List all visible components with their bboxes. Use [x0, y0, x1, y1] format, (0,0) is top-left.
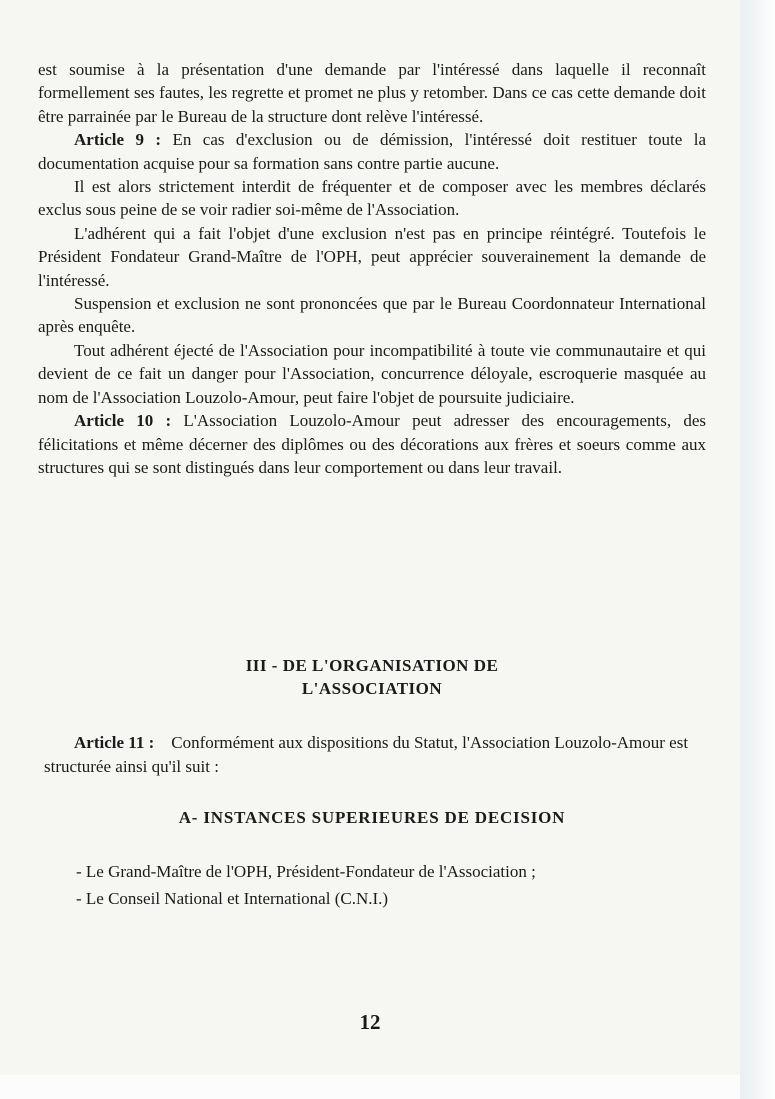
section-heading-line-2: L'ASSOCIATION	[301, 679, 443, 698]
subsection-heading: A- INSTANCES SUPERIEURES DE DECISION	[178, 808, 566, 827]
article-9	[38, 128, 706, 175]
section-heading-line-1: III - DE L'ORGANISATION DE	[245, 656, 499, 675]
article-11-text: Conformément aux dispositions du Statut, l'Association Louzolo-Amour est structurée ainsi qu'il suit :	[44, 733, 689, 776]
paragraph-continuation: est soumise à la présentation d'une demande par l'intéressé dans laquelle il reconnaît formellement ses fautes, les regrette et promet ne plus y retomber. Dans ce cas cette demande doit être parrainée par le Bureau de la structure dont relève l'intéressé.	[38, 60, 706, 126]
article-9-text: En cas d'exclusion ou de démission, l'intéressé doit restituer toute la documentation acquise pour sa formation sans contre partie aucune.	[38, 130, 706, 173]
paragraph-suspension: Suspension et exclusion ne sont prononcées que par le Bureau Coordonnateur International après enquête.	[38, 294, 706, 337]
body-text	[38, 58, 706, 479]
list-item: - Le Grand-Maître de l'OPH, Président-Fondateur de l'Association ;	[76, 862, 536, 881]
article-10-text: L'Association Louzolo-Amour peut adresser des encouragements, des félicitations et même décerner des diplômes ou des décorations aux frères et soeurs comme aux structures qui se sont distingués dans leur comportement ou dans leur travail.	[38, 411, 707, 477]
page-edge	[740, 0, 775, 1099]
paragraph-reintegration: L'adhérent qui a fait l'objet d'une exclusion n'est pas en principe réintégré. Toutefois le Président Fondateur Grand-Maître de l'OPH, peut apprécier souverainement la demande de l'intéressé.	[38, 223, 706, 290]
article-11-label: Article 11 :	[74, 733, 155, 752]
paragraph-ejection: Tout adhérent éjecté de l'Association pour incompatibilité à toute vie communautaire et qui devient de ce fait un danger pour l'Association, concurrence déloyale, escroquerie masquée au nom de l'Association Louzolo-Amour, peut faire l'objet de poursuite judiciaire.	[38, 340, 706, 407]
paragraph-interdiction: Il est alors strictement interdit de fréquenter et de composer avec les membres déclarés exclus sous peine de se voir radier soi-même de l'Association.	[38, 177, 706, 220]
page-number: 12	[359, 1010, 381, 1034]
article-10	[38, 409, 706, 479]
instances-list	[76, 858, 716, 912]
article-9-label: Article 9 :	[74, 130, 162, 150]
article-10-label: Article 10 :	[74, 411, 172, 431]
section-heading	[38, 654, 706, 700]
article-11	[44, 731, 712, 779]
list-item: - Le Conseil National et International (C.N.I.)	[76, 889, 389, 908]
page-bottom-strip	[0, 1075, 740, 1099]
